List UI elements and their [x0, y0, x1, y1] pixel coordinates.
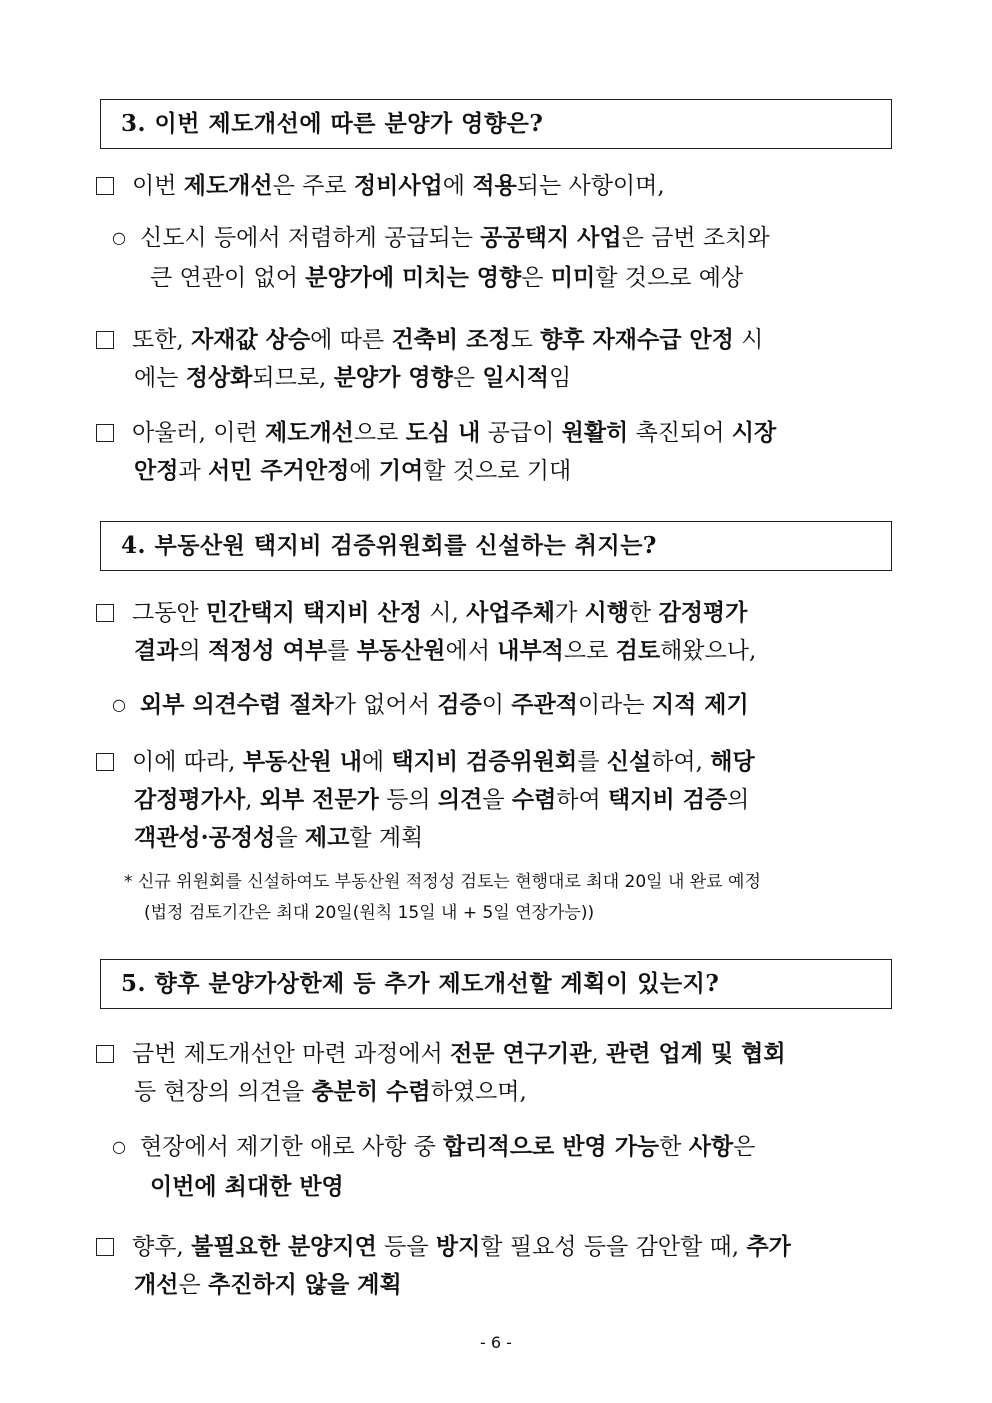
text-line — [134, 1079, 527, 1105]
item-5-2 — [96, 1228, 896, 1304]
emphasis-text: 택지비 검증 — [608, 786, 728, 813]
item-line — [96, 632, 896, 670]
emphasis-text: 신설 — [606, 748, 652, 775]
sub-line — [112, 258, 896, 298]
emphasis-text: 결과 — [134, 637, 179, 664]
text-run: 향후, — [132, 1234, 192, 1260]
emphasis-text: 추가 — [746, 1233, 791, 1260]
text-run: 등의 — [378, 787, 438, 813]
sub-line — [112, 1167, 896, 1207]
emphasis-text: 적정성 여부 — [207, 637, 328, 664]
sub-item-3-1 — [112, 218, 896, 298]
item-line — [96, 359, 896, 397]
text-run: 신도시 등에서 저렴하게 공급되는 — [140, 225, 481, 251]
text-run: 큰 연관이 없어 — [150, 265, 306, 291]
question-title-5: 5. 향후 분양가상한제 등 추가 제도개선할 계획이 있는지? — [121, 970, 720, 997]
square-checkbox-icon — [96, 1045, 114, 1063]
item-line — [96, 321, 896, 359]
emphasis-text: 수렴 — [511, 786, 557, 813]
text-run: 에 — [361, 749, 392, 775]
text-run: 공급 — [480, 420, 533, 446]
sub-item-4-1 — [112, 685, 896, 725]
text-run: 촉진 — [628, 420, 681, 446]
text-run: 시 — [733, 327, 764, 353]
text-run: 으로 — [353, 420, 406, 446]
item-line — [96, 781, 896, 819]
text-run: 등 현장의 의견을 — [134, 1079, 312, 1105]
square-checkbox-icon — [96, 753, 114, 771]
text-run: 주로 — [302, 173, 347, 199]
item-line — [96, 1035, 896, 1073]
text-run: 한 — [628, 600, 659, 626]
item-line — [96, 167, 896, 205]
emphasis-text: 합리적으로 반영 가능 — [443, 1133, 660, 1160]
text-run: , — [245, 787, 260, 813]
emphasis-text: 일시적 — [482, 364, 549, 391]
square-checkbox-icon — [96, 1238, 114, 1256]
item-4-1 — [96, 594, 896, 670]
text-line — [132, 420, 776, 446]
text-line — [132, 600, 747, 626]
emphasis-text: 향후 자재수급 안정 — [540, 326, 734, 353]
emphasis-text: 서민 주거안정 — [207, 457, 350, 484]
emphasis-text: 자재값 상승 — [191, 326, 311, 353]
emphasis-text: 관련 업계 및 협회 — [606, 1040, 786, 1067]
text-run: 를 — [327, 638, 357, 664]
emphasis-text: 사업주체 — [466, 599, 555, 626]
question-box-4 — [100, 521, 892, 571]
item-line — [96, 819, 896, 857]
footnote — [124, 867, 904, 929]
emphasis-text: 정비사업 — [353, 172, 443, 199]
text-run: 가 없어서 — [333, 692, 438, 718]
text-run: 하여 — [556, 787, 609, 813]
text-run: 되는 사항이며, — [516, 173, 665, 199]
text-line — [150, 265, 743, 291]
text-line — [140, 692, 749, 718]
text-run: 되어 — [680, 420, 732, 446]
emphasis-text: 민간택지 택지비 산정 — [205, 599, 422, 626]
text-run: 을 — [482, 787, 512, 813]
text-run: 하여, — [651, 749, 711, 775]
emphasis-text: 적용 — [472, 172, 517, 199]
text-run: 하였으며, — [430, 1079, 527, 1105]
text-run: 할 것으로 예상 — [595, 265, 744, 291]
item-line — [96, 594, 896, 632]
text-line — [134, 1272, 402, 1298]
emphasis-text: 방지 — [435, 1233, 481, 1260]
emphasis-text: 의견 — [437, 786, 483, 813]
text-run: 도 — [510, 327, 541, 353]
text-run: 은 — [178, 1272, 208, 1298]
item-line — [96, 1228, 896, 1266]
text-run: 에 — [442, 173, 473, 199]
text-run: 이에 따라, — [132, 749, 243, 775]
text-line — [140, 1134, 755, 1160]
emphasis-text: 정상화 — [185, 364, 253, 391]
emphasis-text: 전문 연구기관 — [450, 1040, 592, 1067]
emphasis-text: 불필요한 분양지연 — [191, 1233, 377, 1260]
emphasis-text: 건축비 조정 — [391, 326, 511, 353]
text-run: 은 금번 조치와 — [621, 225, 770, 251]
emphasis-text: 이번에 최대한 반영 — [150, 1173, 344, 1200]
sub-line — [112, 685, 896, 725]
text-run: 시, — [421, 600, 467, 626]
text-line — [132, 1041, 786, 1067]
text-line — [150, 1174, 344, 1200]
text-line — [134, 787, 749, 813]
emphasis-text: 감정평가 — [658, 599, 748, 626]
text-run: 를 — [577, 749, 607, 775]
text-run — [347, 173, 354, 199]
question-title-3: 3. 이번 제도개선에 따른 분양가 영향은? — [121, 110, 544, 137]
text-line — [132, 749, 755, 775]
square-checkbox-icon — [96, 177, 114, 195]
text-run: 이라는 — [577, 692, 652, 718]
emphasis-text: 제고 — [304, 824, 350, 851]
emphasis-text: 제도개선 — [183, 172, 273, 199]
item-line — [96, 1266, 896, 1304]
text-run: 할 필요성 등을 감안할 때, — [480, 1234, 747, 1260]
emphasis-text: 내부적 — [497, 637, 564, 664]
emphasis-text: 추진하지 않을 계획 — [207, 1271, 402, 1298]
footnote-line: (법정 검토기간은 최대 20일(원칙 15일 내 + 5일 연장가능)) — [144, 903, 595, 923]
text-run: 에는 — [134, 365, 186, 391]
item-line — [96, 1073, 896, 1111]
text-run: 할 계획 — [349, 825, 424, 851]
text-run: 가 — [554, 600, 585, 626]
sub-line — [112, 1127, 896, 1167]
text-line — [132, 1234, 791, 1260]
text-run: 임 — [548, 365, 572, 391]
square-checkbox-icon — [96, 424, 114, 442]
emphasis-text: 원활히 — [561, 419, 629, 446]
text-run: 으로 — [563, 638, 616, 664]
text-line — [134, 638, 756, 664]
item-4-2 — [96, 743, 896, 857]
item-3-3 — [96, 414, 896, 490]
text-run: 은 — [272, 173, 303, 199]
text-run: 이 — [532, 420, 562, 446]
emphasis-text: 미미 — [550, 264, 596, 291]
item-3-1 — [96, 167, 896, 205]
emphasis-text: 기여 — [378, 457, 424, 484]
text-line — [134, 458, 571, 484]
item-5-1 — [96, 1035, 896, 1111]
item-line — [96, 743, 896, 781]
item-line — [96, 452, 896, 490]
text-run: 에 — [349, 458, 379, 484]
text-run: 현장에서 제기한 애로 사항 중 — [140, 1134, 444, 1160]
emphasis-text: 도심 내 — [405, 419, 481, 446]
emphasis-text: 외부 전문가 — [259, 786, 379, 813]
text-run: 이 — [481, 692, 512, 718]
question-box-5 — [100, 959, 892, 1009]
page-number: - 6 - — [480, 1333, 512, 1352]
item-3-2 — [96, 321, 896, 397]
emphasis-text: 사항 — [688, 1133, 734, 1160]
emphasis-text: 분양가에 미치는 영향 — [305, 264, 522, 291]
emphasis-text: 안정 — [134, 457, 179, 484]
text-line — [134, 365, 571, 391]
text-run: 은 — [452, 365, 483, 391]
text-line — [140, 225, 770, 251]
text-line — [132, 173, 665, 199]
emphasis-text: 검증 — [437, 691, 482, 718]
text-run: 의 — [727, 787, 750, 813]
text-run: 과 — [178, 458, 208, 484]
text-run: 에 따른 — [310, 327, 392, 353]
text-run: 한 — [659, 1134, 689, 1160]
text-run: 그동안 — [132, 600, 206, 626]
square-checkbox-icon — [96, 604, 114, 622]
circle-bullet-icon: ○ — [112, 1137, 126, 1156]
text-run: 금번 제도개선안 마련 과정에서 — [132, 1041, 451, 1067]
text-run: 되므로, — [252, 365, 334, 391]
sub-line — [112, 218, 896, 258]
square-checkbox-icon — [96, 331, 114, 349]
sub-item-5-1 — [112, 1127, 896, 1207]
emphasis-text: 제도개선 — [265, 419, 354, 446]
text-line — [134, 825, 423, 851]
question-box-3 — [100, 99, 892, 149]
text-run: 의 — [178, 638, 208, 664]
text-run: 에서 — [445, 638, 498, 664]
item-line — [96, 414, 896, 452]
text-run: 아울러, 이런 — [132, 420, 266, 446]
emphasis-text: 외부 의견수렴 절차 — [140, 691, 334, 718]
text-run: 할 것으로 기대 — [423, 458, 572, 484]
emphasis-text: 공공택지 사업 — [480, 224, 622, 251]
emphasis-text: 감정평가사 — [134, 786, 246, 813]
text-run: 이번 — [132, 173, 184, 199]
emphasis-text: 검토 — [615, 637, 661, 664]
text-run: , — [591, 1041, 607, 1067]
emphasis-text: 시장 — [731, 419, 777, 446]
text-line — [132, 327, 763, 353]
text-run: 해왔으나, — [660, 638, 757, 664]
circle-bullet-icon: ○ — [112, 228, 126, 247]
footnote-line: * 신규 위원회를 신설하여도 부동산원 적정성 검토는 현행대로 최대 20일 내 완료 예정 — [124, 872, 761, 892]
emphasis-text: 시행 — [584, 599, 629, 626]
text-run: 또한, — [132, 327, 192, 353]
text-run: 등을 — [376, 1234, 436, 1260]
emphasis-text: 충분히 수렴 — [311, 1078, 431, 1105]
text-run: 은 — [733, 1134, 756, 1160]
emphasis-text: 분양가 영향 — [333, 364, 453, 391]
emphasis-text: 개선 — [134, 1271, 179, 1298]
emphasis-text: 객관성·공정성 — [134, 824, 276, 851]
emphasis-text: 해당 — [710, 748, 755, 775]
emphasis-text: 주관적 — [511, 691, 578, 718]
emphasis-text: 부동산원 내 — [242, 748, 362, 775]
emphasis-text: 지적 제기 — [651, 691, 749, 718]
text-run: 은 — [521, 265, 551, 291]
text-run: 을 — [275, 825, 305, 851]
question-title-4: 4. 부동산원 택지비 검증위원회를 신설하는 취지는? — [121, 532, 657, 559]
emphasis-text: 부동산원 — [356, 637, 446, 664]
circle-bullet-icon: ○ — [112, 695, 126, 714]
emphasis-text: 택지비 검증위원회 — [391, 748, 578, 775]
